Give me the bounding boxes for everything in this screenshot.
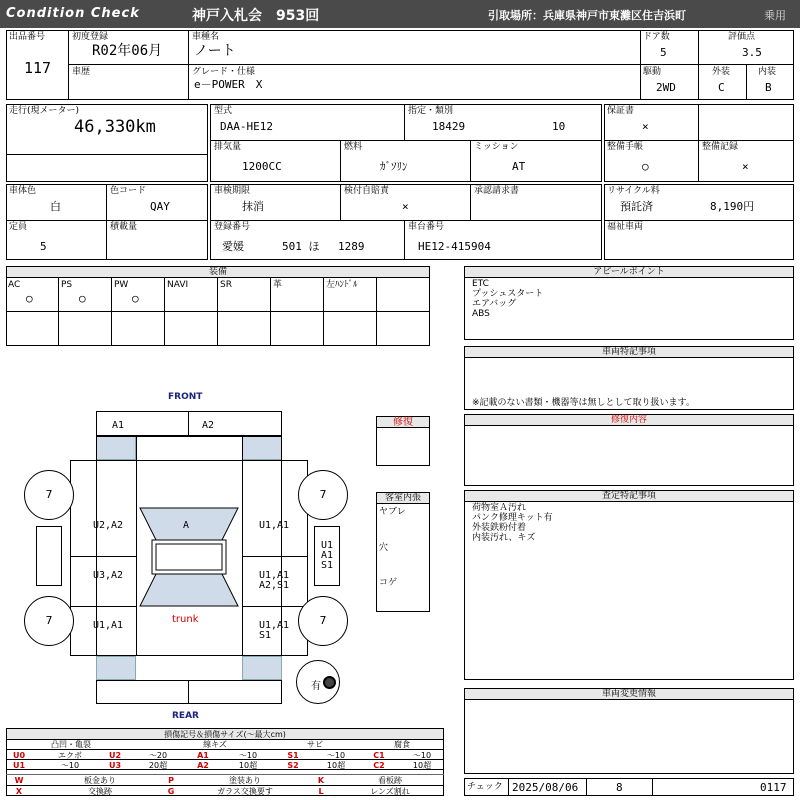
exterior-label: 外装 <box>712 67 731 77</box>
score-value: 3.5 <box>742 46 762 59</box>
damage-left-front-door: U2,A2 <box>92 520 124 531</box>
displacement-label: 排気量 <box>214 142 242 152</box>
regno-label: 登録番号 <box>214 222 251 232</box>
spare-tire <box>296 660 340 704</box>
color-code-label: 色コード <box>110 186 147 196</box>
color-block <box>6 184 208 260</box>
damage-hood: A <box>182 520 190 531</box>
appeal-title: アピールポイント <box>465 267 793 278</box>
designation-label: 指定・類別 <box>408 106 454 116</box>
taillight-left <box>96 656 136 680</box>
insurance-value: × <box>402 200 409 213</box>
exterior-grade: C <box>718 81 725 94</box>
doors-label: ドア数 <box>643 32 670 42</box>
front-label: FRONT <box>168 392 203 402</box>
lot-label: 出品番号 <box>9 32 46 42</box>
maint-record-label: 整備記録 <box>702 142 739 152</box>
interior-title: 客室内張 <box>377 493 429 504</box>
mission-value: AT <box>512 160 526 173</box>
legend-code: A1 <box>197 751 209 760</box>
legend-desc: ～10 <box>326 751 346 760</box>
damage-side-1: U1 <box>320 540 334 551</box>
legend-desc: 10超 <box>238 761 258 770</box>
maint-book-label: 整備手帳 <box>607 142 644 152</box>
damage-right-front-door: U1,A1 <box>258 520 290 531</box>
check-label: チェック <box>467 782 503 792</box>
drive-label: 駆動 <box>643 67 662 77</box>
damage-side-2: A1 <box>320 550 334 561</box>
recycle-label: リサイクル料 <box>607 186 660 196</box>
rear-bumper <box>96 680 282 704</box>
legend-desc: エクボ <box>58 751 82 760</box>
legend-group-corrosion: 腐食 <box>394 740 410 749</box>
legend-desc: 板金あり <box>84 776 116 785</box>
legend-code: G <box>167 787 175 796</box>
interior-grade: B <box>765 81 772 94</box>
legend-desc: 10超 <box>412 761 432 770</box>
fuel-label: 燃料 <box>344 142 363 152</box>
wheel-front-left: 7 <box>24 470 74 520</box>
capacity-label: 定員 <box>9 222 28 232</box>
legend-desc: 10超 <box>326 761 346 770</box>
reg-region: 愛媛 <box>222 240 244 253</box>
legend-desc: ガラス交換要す <box>217 787 273 796</box>
legend-desc: レンズ割れ <box>370 787 410 796</box>
appeal-line: ABS <box>472 309 490 319</box>
insurance-label: 検付自賠責 <box>344 186 390 196</box>
category-number: 10 <box>552 120 566 133</box>
grade-label: グレード・仕様 <box>192 67 256 77</box>
rear-label: REAR <box>172 711 199 721</box>
model-label: 車種名 <box>192 32 220 42</box>
equip-sr-label: SR <box>220 280 232 290</box>
designation-value: 18429 <box>432 120 466 133</box>
lot-number: 117 <box>24 59 52 77</box>
legend-code: S1 <box>287 751 299 760</box>
appeal-line: ETC <box>472 279 489 289</box>
change-info-section <box>464 688 794 774</box>
damage-right-rear-2: S1 <box>258 630 272 641</box>
displacement-value: 1200CC <box>242 160 282 173</box>
vehicle-category: 乗用 <box>764 9 786 22</box>
type-value: DAA-HE12 <box>220 120 273 133</box>
equip-ps-label: PS <box>61 280 73 290</box>
capacity-value: 5 <box>40 240 47 253</box>
damage-left-rear: U1,A1 <box>92 620 124 631</box>
registration-block <box>210 184 602 260</box>
equip-leather-label: 革 <box>273 280 283 290</box>
history-label: 車歴 <box>72 67 91 77</box>
grade-value: e－POWER X <box>194 78 263 91</box>
legend-title: 損傷記号＆損傷サイズ(～最大cm) <box>7 729 443 740</box>
legend-code: C1 <box>373 751 385 760</box>
color-code-value: QAY <box>150 200 170 213</box>
chassis-value: HE12-415904 <box>418 240 491 253</box>
damage-front-left: A1 <box>111 420 125 431</box>
legend-code: U2 <box>108 751 122 760</box>
equipment-title: 装備 <box>7 267 429 278</box>
legend-desc: 20超 <box>148 761 168 770</box>
auction-title: 神戸入札会 953回 <box>192 8 320 24</box>
interior-tear: ヤブレ <box>379 507 406 517</box>
legend-code: P <box>168 776 174 785</box>
assessment-line: 内装汚れ、キズ <box>472 533 536 543</box>
equip-pw-label: PW <box>114 280 129 290</box>
legend-desc: ～10 <box>412 751 432 760</box>
equip-ac-mark: ○ <box>26 292 33 305</box>
reg-class: 501 ほ <box>282 240 320 253</box>
inspection-value: 抹消 <box>242 200 264 213</box>
interior-label: 内装 <box>758 67 777 77</box>
wheel-rear-right: 7 <box>298 596 348 646</box>
legend-desc: 交換跡 <box>88 787 112 796</box>
recycle-status: 預託済 <box>620 200 653 213</box>
equip-ac-label: AC <box>8 280 21 290</box>
assessment-line: 外装鉄粉付着 <box>472 523 527 533</box>
interior-hole: 穴 <box>379 543 389 553</box>
doors-value: 5 <box>660 46 667 59</box>
first-reg-label: 初度登録 <box>72 32 109 42</box>
left-side-panel <box>36 526 62 586</box>
legend-code: K <box>317 776 325 785</box>
damage-right-rear-door-1: U1,A1 <box>258 570 290 581</box>
damage-left-rear-door: U3,A2 <box>92 570 124 581</box>
trunk-label: trunk <box>172 614 199 625</box>
body-color-value: 白 <box>50 200 61 213</box>
mileage-value: 46,330km <box>74 117 156 137</box>
legend-code: C2 <box>373 761 385 770</box>
maint-book-value: ○ <box>642 160 649 173</box>
inspection-label: 車検期限 <box>214 186 251 196</box>
legend-code: U0 <box>12 751 26 760</box>
approval-label: 承認請求書 <box>474 186 520 196</box>
check-id: 0117 <box>760 781 787 794</box>
legend-code: U3 <box>108 761 122 770</box>
score-label: 評価点 <box>728 32 756 42</box>
assessment-line: パンク修理キット有 <box>472 513 553 523</box>
legend-desc: ～10 <box>60 761 80 770</box>
assessment-line: 荷物室Ａ汚れ <box>472 503 527 513</box>
appeal-line: エアバッグ <box>472 299 517 309</box>
repair-title: 修復 <box>377 417 429 428</box>
drive-value: 2WD <box>656 81 676 94</box>
first-reg-value: R02年06月 <box>92 43 163 59</box>
type-label: 型式 <box>214 106 233 116</box>
legend-code: X <box>15 787 23 796</box>
pickup-location: 引取場所：兵庫県神戸市東灘区住吉浜町 <box>488 9 686 22</box>
wheel-rear-left: 7 <box>24 596 74 646</box>
damage-front-right: A2 <box>201 420 215 431</box>
legend-code: L <box>318 787 324 796</box>
equip-navi-label: NAVI <box>167 280 189 290</box>
damage-right-rear-1: U1,A1 <box>258 620 290 631</box>
legend-code: A2 <box>197 761 209 770</box>
warranty-label: 保証書 <box>607 106 635 116</box>
equip-ps-mark: ○ <box>79 292 86 305</box>
load-label: 積載量 <box>110 222 138 232</box>
equipment-table <box>6 266 430 346</box>
assessment-title: 査定特記事項 <box>465 491 793 502</box>
header-bar <box>0 0 800 28</box>
welfare-label: 福祉車両 <box>607 222 644 232</box>
legend-group-scratch: 線キズ <box>203 740 227 749</box>
repair-content-title: 修復内容 <box>465 415 793 426</box>
fuel-value: ｶﾞｿﾘﾝ <box>380 160 408 173</box>
warranty-value: × <box>642 120 649 133</box>
maint-record-value: × <box>742 160 749 173</box>
change-info-title: 車両変更情報 <box>465 689 793 700</box>
legend-desc: 看板跡 <box>378 776 402 785</box>
legend-group-rust: サビ <box>307 740 323 749</box>
legend-group-dent: 凸凹・亀裂 <box>51 740 91 749</box>
mission-label: ミッション <box>474 142 519 152</box>
mileage-label: 走行(現メーター) <box>9 106 80 116</box>
legend-desc: 塗装あり <box>229 776 261 785</box>
equip-pw-mark: ○ <box>132 292 139 305</box>
legend-code: S2 <box>287 761 299 770</box>
check-number: 8 <box>616 781 623 794</box>
reg-number: 1289 <box>338 240 365 253</box>
legend-code: W <box>14 776 24 785</box>
equip-lhd-label: 左ﾊﾝﾄﾞﾙ <box>326 280 358 290</box>
legend-desc: ～20 <box>148 751 168 760</box>
damage-side-3: S1 <box>320 560 334 571</box>
legend-desc: ～10 <box>238 751 258 760</box>
appeal-line: プッシュスタート <box>472 289 544 299</box>
brand-title: Condition Check <box>6 6 140 21</box>
spare-tire-status: 有 <box>311 681 321 692</box>
legend-code: U1 <box>12 761 26 770</box>
damage-right-rear-door-2: A2,S1 <box>258 580 290 591</box>
special-notes-title: 車両特記事項 <box>465 347 793 358</box>
tire-icon <box>323 676 336 689</box>
body-color-label: 車体色 <box>9 186 37 196</box>
interior-burn: コゲ <box>379 578 398 588</box>
recycle-fee: 8,190円 <box>710 200 755 213</box>
chassis-label: 車台番号 <box>408 222 445 232</box>
check-date: 2025/08/06 <box>512 781 579 794</box>
wheel-front-right: 7 <box>298 470 348 520</box>
special-notes-text: ※記載のない書類・機器等は無しとして取り扱います。 <box>472 398 695 408</box>
model-value: ノート <box>194 43 236 59</box>
taillight-right <box>242 656 282 680</box>
